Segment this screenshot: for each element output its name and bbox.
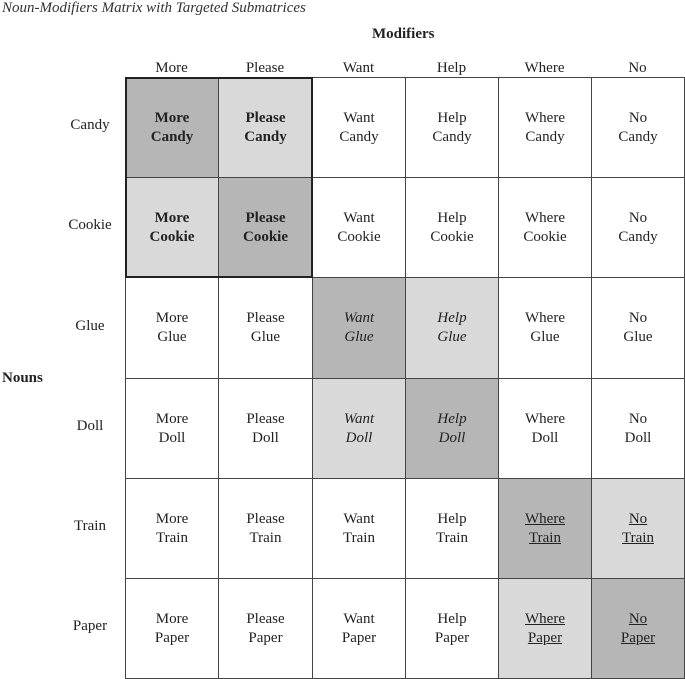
cell-word: Candy: [432, 128, 472, 145]
cell-please-candy: [218, 77, 313, 178]
cell-please-doll: [218, 378, 313, 479]
cell-word: Want: [343, 109, 375, 126]
cell-word: Help: [437, 310, 467, 326]
cell-where-paper: [498, 578, 592, 679]
cell-word: Cookie: [430, 228, 474, 245]
column-header-please: Please: [245, 60, 285, 76]
cell-word: Candy: [339, 128, 379, 145]
cell-word: Please: [246, 610, 285, 627]
cell-word: No: [628, 109, 648, 126]
cell-no-cookie: [591, 177, 685, 278]
cell-word: More: [155, 410, 189, 427]
row-header-paper: Paper: [72, 618, 108, 634]
cell-word: Doll: [158, 429, 186, 446]
cell-help-paper: [405, 578, 499, 679]
cell-word: Train: [622, 529, 654, 546]
cell-please-paper: [218, 578, 313, 679]
cell-word: Doll: [252, 429, 279, 446]
cell-more-paper: [125, 578, 219, 679]
cell-where-train: [498, 478, 592, 579]
cell-want-train: [312, 478, 406, 579]
cell-word: Help: [437, 610, 467, 627]
cell-word: Paper: [154, 629, 190, 646]
row-header-doll: Doll: [76, 418, 104, 434]
cell-where-cookie: [498, 177, 592, 278]
cell-word: Please: [246, 310, 285, 326]
cell-word: Paper: [527, 629, 563, 646]
nouns-axis-title: Nouns: [2, 370, 43, 386]
cell-word: Glue: [623, 329, 653, 345]
cell-help-train: [405, 478, 499, 579]
cell-no-train: [591, 478, 685, 579]
cell-word: Where: [525, 209, 565, 226]
cell-want-doll: [312, 378, 406, 479]
cell-word: Candy: [525, 128, 565, 145]
cell-word: Where: [525, 410, 565, 427]
cell-help-cookie: [405, 177, 499, 278]
cell-word: More: [155, 510, 189, 527]
cell-word: Where: [525, 109, 565, 126]
cell-word: Glue: [530, 329, 560, 345]
cell-word: Where: [525, 510, 565, 527]
cell-more-cookie: [125, 177, 219, 278]
cell-word: More: [154, 209, 190, 226]
cell-no-paper: [591, 578, 685, 679]
cell-help-candy: [405, 77, 499, 178]
figure-caption: Noun-Modifiers Matrix with Targeted Submatrices: [2, 0, 306, 16]
modifiers-axis-title: Modifiers: [372, 26, 435, 42]
cell-word: Where: [525, 310, 565, 326]
cell-word: Paper: [341, 629, 377, 646]
cell-word: Glue: [250, 329, 281, 345]
cell-word: No: [628, 310, 648, 326]
cell-please-train: [218, 478, 313, 579]
cell-want-cookie: [312, 177, 406, 278]
column-header-where: Where: [524, 60, 565, 76]
cell-no-candy: [591, 77, 685, 178]
cell-word: Doll: [624, 429, 652, 446]
cell-word: Cookie: [337, 228, 381, 245]
cell-word: Want: [343, 410, 375, 427]
cell-want-paper: [312, 578, 406, 679]
cell-word: Train: [529, 529, 561, 546]
cell-word: Help: [437, 510, 467, 527]
cell-word: Glue: [344, 329, 374, 345]
cell-word: Cookie: [523, 228, 567, 245]
cell-word: No: [628, 510, 648, 527]
cell-word: More: [155, 610, 189, 627]
cell-word: Train: [249, 529, 282, 546]
column-header-no: No: [628, 60, 647, 76]
cell-no-doll: [591, 378, 685, 479]
cell-word: Want: [343, 209, 375, 226]
cell-word: No: [628, 610, 648, 627]
cell-more-doll: [125, 378, 219, 479]
cell-word: Candy: [618, 228, 658, 245]
cell-word: Help: [437, 410, 467, 427]
cell-help-glue: [405, 277, 499, 379]
cell-word: Paper: [620, 629, 656, 646]
cell-where-candy: [498, 77, 592, 178]
cell-word: No: [628, 209, 648, 226]
cell-word: Want: [343, 310, 375, 326]
cell-word: Train: [436, 529, 468, 546]
cell-no-glue: [591, 277, 685, 379]
cell-want-glue: [312, 277, 406, 379]
cell-word: Please: [246, 510, 285, 527]
cell-word: Help: [437, 109, 467, 126]
cell-word: Cookie: [243, 228, 288, 245]
cell-want-candy: [312, 77, 406, 178]
cell-more-candy: [125, 77, 219, 178]
cell-where-doll: [498, 378, 592, 479]
cell-word: Want: [343, 610, 375, 627]
column-header-want: Want: [342, 60, 375, 76]
cell-word: More: [154, 109, 190, 126]
row-header-glue: Glue: [75, 317, 105, 334]
cell-word: Candy: [150, 128, 194, 145]
row-header-candy: Candy: [70, 117, 110, 133]
column-header-more: More: [155, 60, 188, 76]
cell-word: Paper: [434, 629, 470, 646]
cell-more-train: [125, 478, 219, 579]
noun-modifier-matrix: [125, 77, 684, 678]
cell-word: Please: [245, 209, 286, 226]
column-header-help: Help: [436, 60, 467, 76]
row-header-cookie: Cookie: [68, 217, 112, 233]
cell-word: Please: [245, 109, 286, 126]
cell-word: Candy: [244, 128, 287, 145]
cell-word: Help: [437, 209, 467, 226]
cell-word: Glue: [157, 329, 187, 345]
cell-word: Glue: [437, 329, 467, 345]
cell-word: Train: [156, 529, 188, 546]
cell-word: Train: [343, 529, 375, 546]
cell-help-doll: [405, 378, 499, 479]
cell-please-glue: [218, 277, 313, 379]
row-header-train: Train: [74, 518, 106, 534]
cell-word: Please: [246, 410, 285, 427]
cell-word: Doll: [438, 429, 466, 446]
cell-word: Candy: [618, 128, 658, 145]
cell-more-glue: [125, 277, 219, 379]
cell-word: Doll: [531, 429, 559, 446]
cell-word: No: [628, 410, 648, 427]
cell-word: More: [155, 310, 189, 326]
cell-word: Want: [343, 510, 375, 527]
cell-please-cookie: [218, 177, 313, 278]
cell-word: Where: [525, 610, 565, 627]
cell-where-glue: [498, 277, 592, 379]
cell-word: Paper: [248, 629, 283, 646]
cell-word: Cookie: [149, 228, 195, 245]
cell-word: Doll: [345, 429, 373, 446]
